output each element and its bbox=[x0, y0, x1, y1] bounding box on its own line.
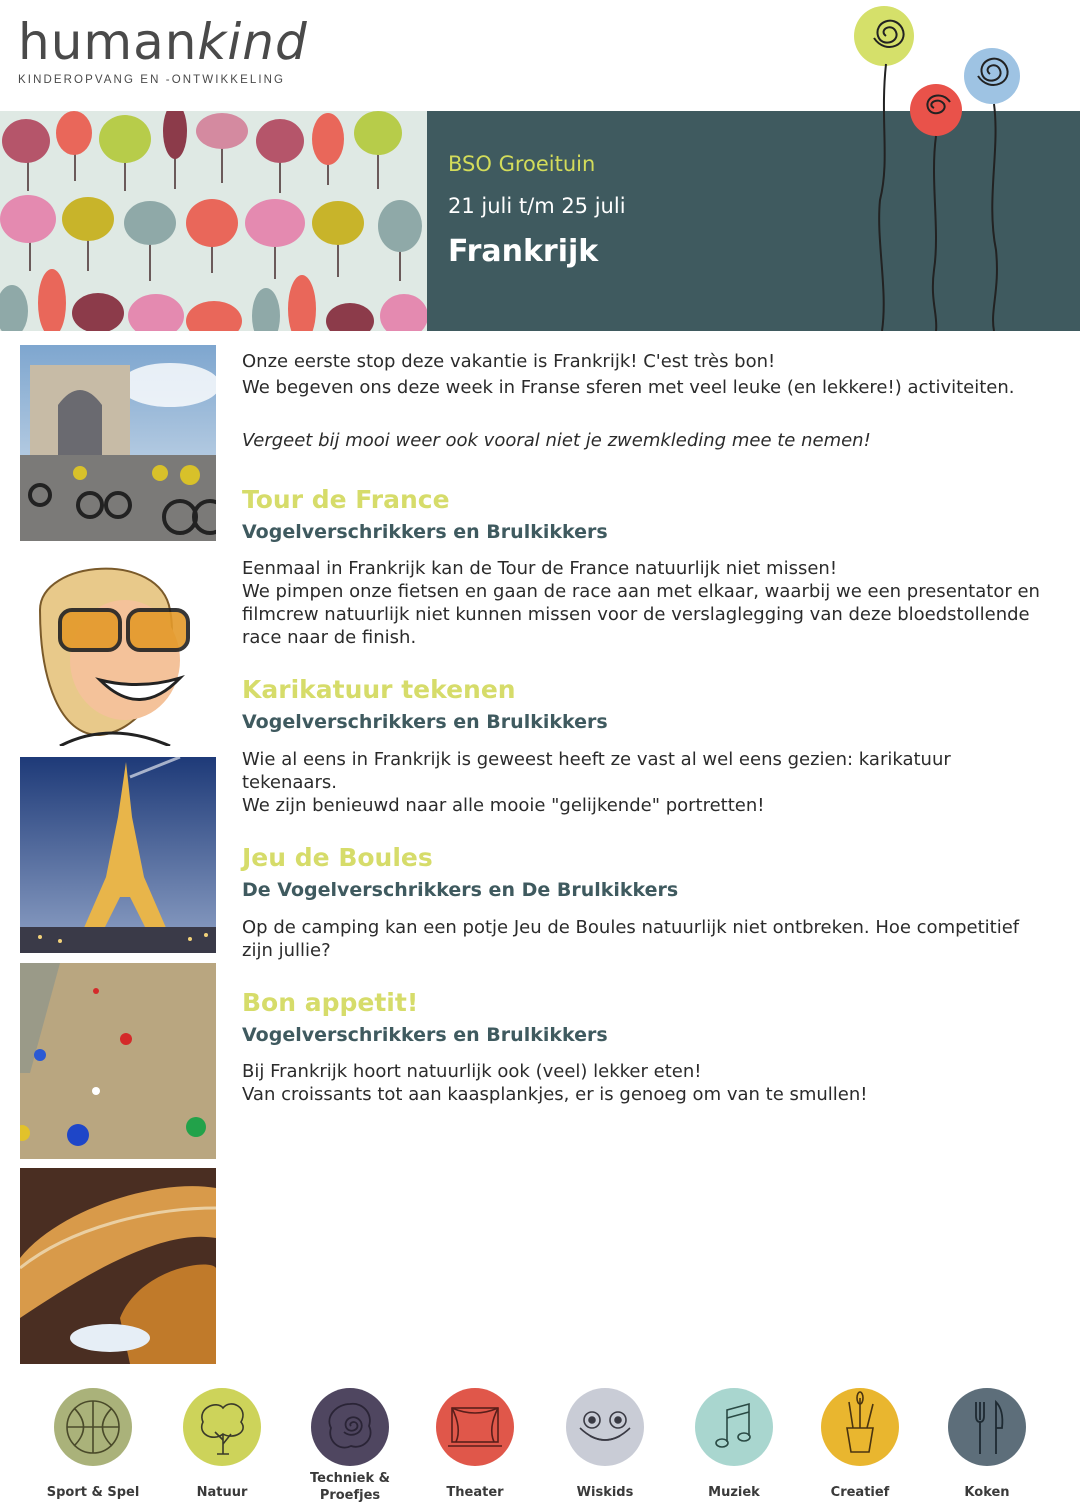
section-line: We zijn benieuwd naar alle mooie "gelijkende" portretten! bbox=[242, 795, 765, 816]
section-title-tour-de-france: Tour de France bbox=[242, 485, 450, 514]
category-label: Sport & Spel bbox=[46, 1485, 140, 1500]
basketball-icon bbox=[54, 1388, 132, 1466]
section-line: We pimpen onze fietsen en gaan de race aan met elkaar, waarbij we een presentator en bbox=[242, 581, 1040, 602]
arc-de-triomphe-cyclists-photo bbox=[20, 345, 216, 541]
intro-swim-note: Vergeet bij mooi weer ook vooral niet je zwemkleding mee te nemen! bbox=[242, 430, 871, 451]
banner-dates: 21 juli t/m 25 juli bbox=[448, 194, 626, 218]
eiffel-tower-photo bbox=[20, 757, 216, 953]
section-line: Bij Frankrijk hoort natuurlijk ook (veel) lekker eten! bbox=[242, 1061, 702, 1082]
section-line: tekenaars. bbox=[242, 772, 337, 793]
section-group: Vogelverschrikkers en Brulkikkers bbox=[242, 1024, 608, 1046]
category-theater bbox=[410, 1388, 540, 1501]
category-techniek-proefjes bbox=[285, 1388, 415, 1504]
category-label: Muziek bbox=[708, 1485, 760, 1500]
tree-icon bbox=[183, 1388, 261, 1466]
logo-tagline: KINDEROPVANG EN -ONTWIKKELING bbox=[18, 74, 286, 86]
section-title-jeu-de-boules: Jeu de Boules bbox=[242, 843, 433, 872]
music-note-icon bbox=[695, 1388, 773, 1466]
petanque-boules-photo bbox=[20, 963, 216, 1159]
baguette-croissant-photo bbox=[20, 1168, 216, 1364]
gear-spiral-icon bbox=[311, 1388, 389, 1466]
paint-brushes-icon bbox=[821, 1388, 899, 1466]
category-wiskids bbox=[540, 1388, 670, 1501]
intro-line-2: We begeven ons deze week in Franse sferen met veel leuke (en lekkere!) activiteiten. bbox=[242, 377, 1015, 398]
category-natuur bbox=[157, 1388, 287, 1501]
category-koken bbox=[922, 1388, 1052, 1501]
section-line: filmcrew natuurlijk niet kunnen missen voor de verslaglegging van deze bloedstollende bbox=[242, 604, 1030, 625]
logo-wordmark bbox=[18, 14, 318, 70]
flower-doodle-illustration bbox=[830, 0, 1080, 331]
tree-pattern-illustration bbox=[0, 111, 427, 331]
category-muziek bbox=[669, 1388, 799, 1501]
category-label: Theater bbox=[446, 1485, 504, 1500]
section-line: Van croissants tot aan kaasplankjes, er is genoeg om van te smullen! bbox=[242, 1084, 868, 1105]
section-line: Eenmaal in Frankrijk kan de Tour de France natuurlijk niet missen! bbox=[242, 558, 838, 579]
section-line: Wie al eens in Frankrijk is geweest heeft ze vast al wel eens gezien: karikatuur bbox=[242, 749, 951, 770]
section-line: zijn jullie? bbox=[242, 940, 331, 961]
category-label-line-1: Techniek & bbox=[310, 1471, 390, 1486]
intro-line-1: Onze eerste stop deze vakantie is Frankrijk! C'est très bon! bbox=[242, 351, 776, 372]
caricature-drawing-photo bbox=[20, 550, 216, 746]
banner-theme-title: Frankrijk bbox=[448, 234, 599, 269]
category-label: Wiskids bbox=[576, 1485, 634, 1500]
logo-word-kind: kind bbox=[197, 13, 308, 71]
section-line: race naar de finish. bbox=[242, 627, 417, 648]
category-icon-row bbox=[0, 1380, 1080, 1512]
banner-location: BSO Groeituin bbox=[448, 152, 596, 176]
category-label-line-2: Proefjes bbox=[319, 1488, 381, 1503]
section-title-bon-appetit: Bon appetit! bbox=[242, 988, 419, 1017]
section-title-karikatuur: Karikatuur tekenen bbox=[242, 675, 516, 704]
section-group: Vogelverschrikkers en Brulkikkers bbox=[242, 711, 608, 733]
category-label: Koken bbox=[964, 1485, 1010, 1500]
stage-curtain-icon bbox=[436, 1388, 514, 1466]
humankind-logo bbox=[18, 14, 318, 94]
category-label: Natuur bbox=[196, 1485, 248, 1500]
section-group: De Vogelverschrikkers en De Brulkikkers bbox=[242, 879, 679, 901]
category-sport-spel bbox=[28, 1388, 158, 1501]
cutlery-icon bbox=[948, 1388, 1026, 1466]
category-label: Creatief bbox=[830, 1485, 890, 1500]
logo-word-human: human bbox=[18, 13, 198, 71]
frog-icon bbox=[566, 1388, 644, 1466]
section-group: Vogelverschrikkers en Brulkikkers bbox=[242, 521, 608, 543]
category-creatief bbox=[795, 1388, 925, 1501]
section-line: Op de camping kan een potje Jeu de Boules natuurlijk niet ontbreken. Hoe competitief bbox=[242, 917, 1020, 938]
